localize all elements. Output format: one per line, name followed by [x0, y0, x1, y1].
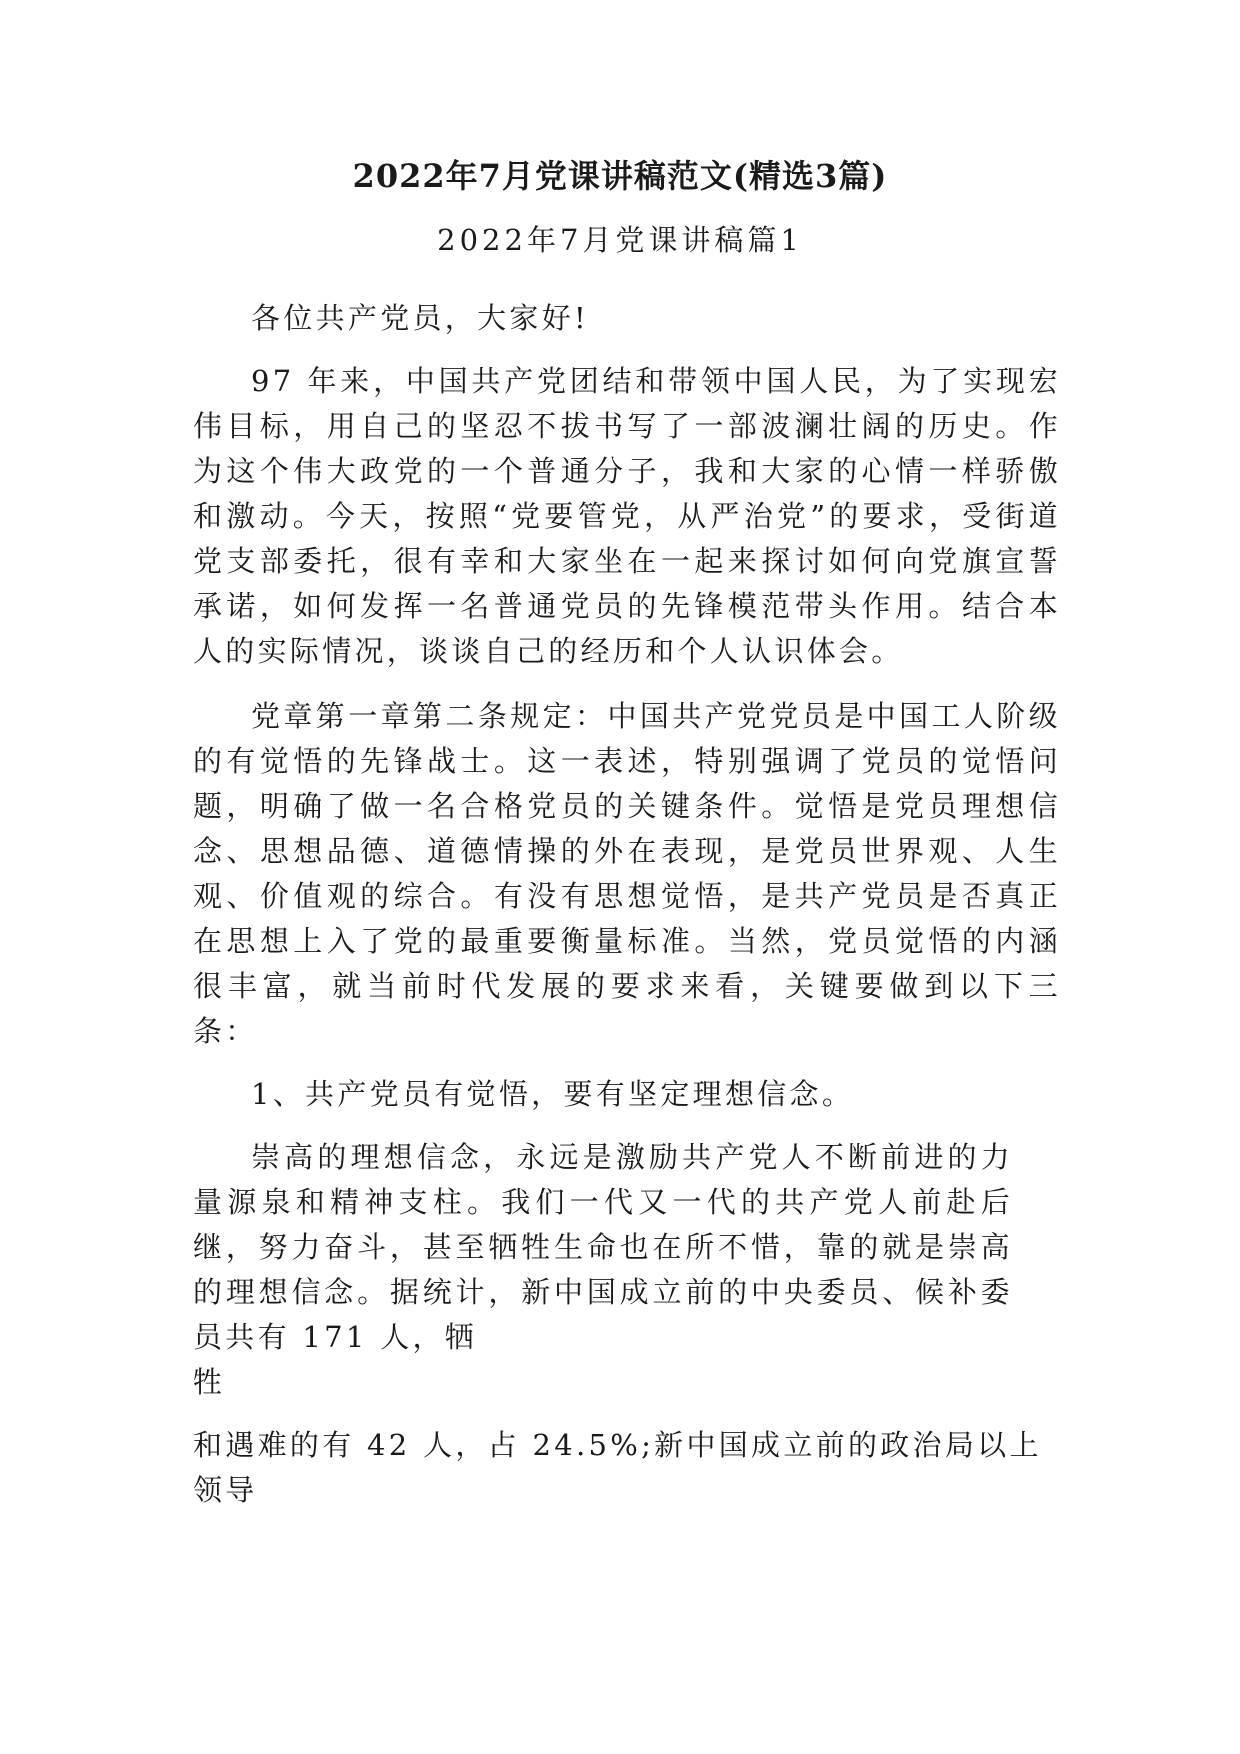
document-body	[193, 296, 1061, 1513]
paragraph-final-line: 和遇难的有 42 人，占 24.5%;新中国成立前的政治局以上领导	[193, 1428, 1042, 1507]
paragraph-party-constitution: 党章第一章第二条规定：中国共产党党员是中国工人阶级的有觉悟的先锋战士。这一表述，特别强调了党员的觉悟问题，明确了做一名合格党员的关键条件。觉悟是党员理想信念、思想品德、道德情操的外在表现，是党员世界观、人生观、价值观的综合。有没有思想觉悟，是共产党员是否真正在思想上入了党的最重要衡量标准。当然，党员觉悟的内涵很丰富，就当前时代发展的要求来看，关键要做到以下三条：	[193, 699, 1061, 1048]
paragraph-intro: 97 年来，中国共产党团结和带领中国人民，为了实现宏伟目标，用自己的坚忍不拔书写了一部波澜壮阔的历史。作为这个伟大政党的一个普通分子，我和大家的心情一样骄傲和激动。今天，按照“党要管党，从严治党”的要求，受街道党支部委托，很有幸和大家坐在一起来探讨如何向党旗宣誓承诺，如何发挥一名普通党员的先锋模范带头作用。结合本人的实际情况，谈谈自己的经历和个人认识体会。	[193, 364, 1061, 668]
document-title: 2022年7月党课讲稿范文(精选3篇)	[352, 157, 888, 195]
section-heading: 2022年7月党课讲稿篇1	[437, 223, 803, 257]
paragraph-greeting: 各位共产党员，大家好!	[251, 301, 589, 335]
paragraph-fragment: 牲	[193, 1365, 226, 1399]
paragraph-point-one: 1、共产党员有觉悟，要有坚定理想信念。	[251, 1077, 855, 1111]
paragraph-ideals: 崇高的理想信念，永远是激励共产党人不断前进的力量源泉和精神支柱。我们一代又一代的共产党人前赴后继，努力奋斗，甚至牺牲生命也在所不惜，靠的就是崇高的理想信念。据统计，新中国成立前的中央委员、候补委员共有 171 人，牺	[193, 1140, 1013, 1354]
